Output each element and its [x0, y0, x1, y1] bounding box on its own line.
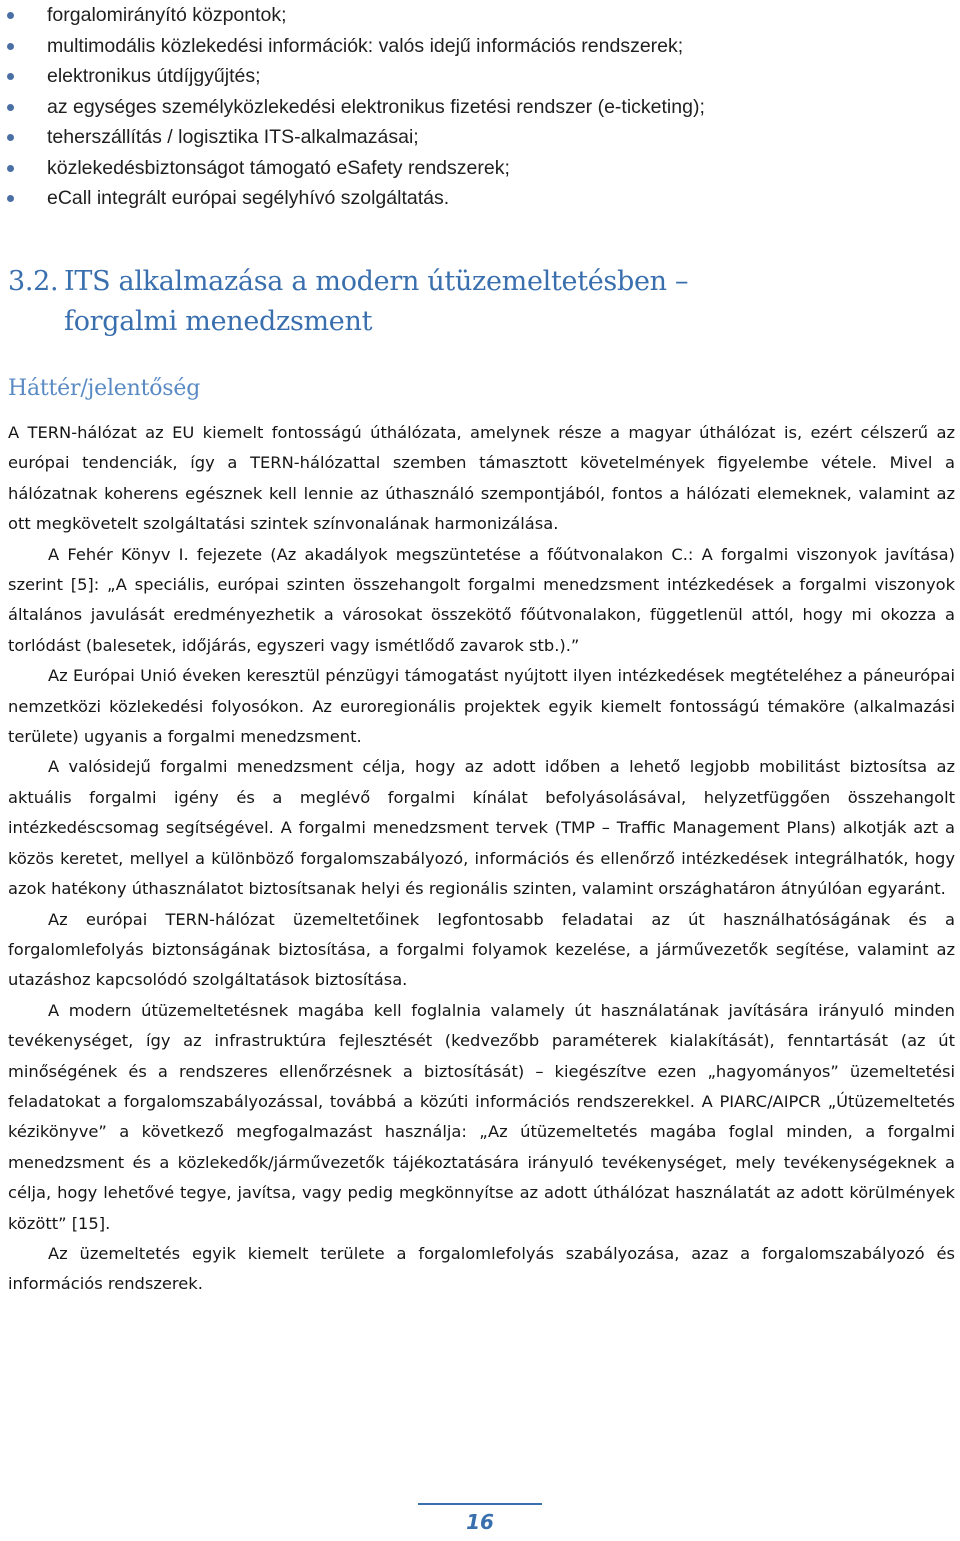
bullet-dot-icon — [7, 12, 14, 19]
section-title-line1: ITS alkalmazása a modern útüzemeltetésben – — [64, 266, 689, 297]
section-heading — [8, 262, 688, 342]
bullet-item — [0, 153, 705, 184]
bullet-item — [0, 61, 705, 92]
bullet-text: eCall integrált európai segélyhívó szolgáltatás. — [47, 187, 450, 209]
bullet-dot-icon — [7, 165, 14, 172]
footer-divider — [418, 1503, 542, 1505]
bullet-dot-icon — [7, 134, 14, 141]
paragraph: A valósidejű forgalmi menedzsment célja, hogy az adott időben a lehető legjobb mobilitást biztosítsa az aktuális forgalmi igény és a meglévő forgalmi kínálat befolyásolásával, helyzetfüggően összehangolt intézkedéscsomag segítségével. A forgalmi menedzsment tervek (TMP – Traffic Management Plans) alkotják azt a közös keretet, mellyel a különböző forgalomszabályozó, információs és ellenőrző intézkedések integrálhatók, hogy azok hatékony úthasználatot biztosítsanak helyi és regionális szinten, valamint országhatáron átnyúlóan egyaránt. — [8, 757, 955, 899]
bullet-item — [0, 0, 705, 31]
bullet-text: teherszállítás / logisztika ITS-alkalmazásai; — [47, 126, 419, 148]
paragraph: Az Európai Unió éveken keresztül pénzügyi támogatást nyújtott ilyen intézkedések megtételéhez a páneurópai nemzetközi közlekedési folyosókon. Az euroregionális projektek egyik kiemelt fontosságú témaköre (alkalmazási területe) ugyanis a forgalmi menedzsment. — [8, 666, 955, 747]
bullet-dot-icon — [7, 195, 14, 202]
paragraph: A Fehér Könyv I. fejezete (Az akadályok megszüntetése a főútvonalakon C.: A forgalmi viszonyok javítása) szerint [5]: „A speciális, európai szinten összehangolt forgalmi menedzsment intézkedések a forgalmi viszonyok általános javulását eredményezhetik a városokat összekötő főútvonalakon, függetlenül attól, hogy mi okozza a torlódást (balesetek, időjárás, egyszeri vagy ismétlődő zavarok stb.).” — [8, 544, 955, 655]
bullet-text: forgalomirányító központok; — [47, 4, 287, 26]
subheading: Háttér/jelentőség — [8, 376, 201, 401]
bullet-list — [0, 0, 705, 214]
bullet-dot-icon — [7, 104, 14, 111]
section-title-line2: forgalmi menedzsment — [64, 306, 373, 337]
paragraph: A TERN-hálózat az EU kiemelt fontosságú úthálózata, amelynek része a magyar úthálózat is, ezért célszerű az európai tendenciák, így a TERN-hálózattal szemben támasztott követelmények figyelembe vétele. Mivel a hálózatnak koherens egésznek kell lennie az úthasználó szempontjából, fontos a hálózati elemeknek, valamint az ott megkövetelt szolgáltatási szintek színvonalának harmonizálása. — [8, 423, 955, 534]
bullet-text: multimodális közlekedési információk: valós idejű információs rendszerek; — [47, 34, 684, 57]
bullet-text: közlekedésbiztonságot támogató eSafety rendszerek; — [47, 156, 510, 179]
bullet-text: az egységes személyközlekedési elektronikus fizetési rendszer (e-ticketing); — [47, 95, 705, 118]
bullet-dot-icon — [7, 73, 14, 80]
bullet-dot-icon — [7, 43, 14, 50]
bullet-item — [0, 122, 705, 153]
page-number: 16 — [466, 1510, 494, 1534]
section-number: 3.2. — [8, 266, 59, 297]
body-text — [8, 418, 955, 1300]
paragraph: Az üzemeltetés egyik kiemelt területe a forgalomlefolyás szabályozása, azaz a forgalomszabályozó és információs rendszerek. — [8, 1243, 955, 1294]
bullet-item — [0, 183, 705, 214]
bullet-text: elektronikus útdíjgyűjtés; — [47, 65, 261, 87]
paragraph: Az európai TERN-hálózat üzemeltetőinek legfontosabb feladatai az út használhatóságának és a forgalomlefolyás biztonságának biztosítása, a forgalmi folyamok kezelése, a járművezetők segítése, valamint az utazáshoz kapcsolódó szolgáltatások biztosítása. — [8, 909, 955, 990]
bullet-item — [0, 31, 705, 62]
paragraph: A modern útüzemeltetésnek magába kell foglalnia valamely út használatának javítására irányuló minden tevékenységet, így az infrastruktúra fejlesztését (kedvezőbb paraméterek kialakítását), fenntartását (az út minőségének és a rendszeres ellenőrzésnek a biztosítását) – kiegészítve ezen „hagyományos” üzemeltetési feladatokat a forgalomszabályozással, továbbá a közúti információs rendszerekkel. A PIARC/AIPCR „Útüzemeltetés kézikönyve” a következő megfogalmazást használja: „Az útüzemeltetés magába foglal minden, a forgalmi menedzsment és a közlekedők/járművezetők tájékoztatására irányuló tevékenységet, mely tevékenységeknek a célja, hogy lehetővé tegye, javítsa, vagy pedig megkönnyítse az adott úthálózat használatát az adott körülmények között” [15]. — [8, 1000, 955, 1233]
bullet-item — [0, 92, 705, 123]
